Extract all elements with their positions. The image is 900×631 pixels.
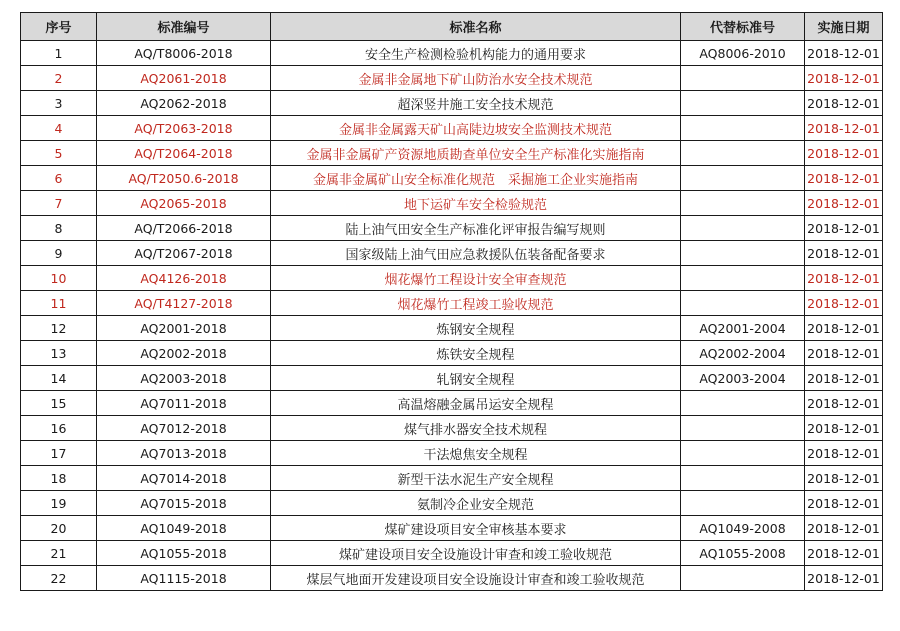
cell-serial-no: 1 [21, 41, 97, 66]
cell-serial-no: 22 [21, 566, 97, 591]
standards-table-container [20, 12, 883, 591]
cell-replaced-standard: AQ2003-2004 [681, 366, 805, 391]
cell-effective-date: 2018-12-01 [805, 391, 883, 416]
cell-standard-name: 干法熄焦安全规程 [271, 441, 681, 466]
cell-replaced-standard [681, 291, 805, 316]
cell-standard-name: 新型干法水泥生产安全规程 [271, 466, 681, 491]
cell-effective-date: 2018-12-01 [805, 116, 883, 141]
cell-replaced-standard [681, 216, 805, 241]
cell-replaced-standard [681, 166, 805, 191]
cell-replaced-standard: AQ1049-2008 [681, 516, 805, 541]
cell-standard-code: AQ2061-2018 [97, 66, 271, 91]
cell-standard-code: AQ/T2066-2018 [97, 216, 271, 241]
cell-replaced-standard: AQ2001-2004 [681, 316, 805, 341]
cell-serial-no: 6 [21, 166, 97, 191]
table-row [21, 291, 883, 316]
cell-replaced-standard [681, 116, 805, 141]
cell-standard-code: AQ7015-2018 [97, 491, 271, 516]
table-row [21, 116, 883, 141]
cell-standard-name: 氨制冷企业安全规范 [271, 491, 681, 516]
cell-effective-date: 2018-12-01 [805, 366, 883, 391]
table-row [21, 216, 883, 241]
cell-serial-no: 8 [21, 216, 97, 241]
cell-serial-no: 14 [21, 366, 97, 391]
cell-standard-name: 金属非金属露天矿山高陡边坡安全监测技术规范 [271, 116, 681, 141]
cell-standard-code: AQ/T2050.6-2018 [97, 166, 271, 191]
cell-standard-name: 超深竖井施工安全技术规范 [271, 91, 681, 116]
cell-replaced-standard [681, 191, 805, 216]
cell-serial-no: 9 [21, 241, 97, 266]
cell-standard-name: 煤层气地面开发建设项目安全设施设计审查和竣工验收规范 [271, 566, 681, 591]
cell-serial-no: 10 [21, 266, 97, 291]
cell-serial-no: 16 [21, 416, 97, 441]
cell-serial-no: 18 [21, 466, 97, 491]
cell-standard-code: AQ7012-2018 [97, 416, 271, 441]
cell-effective-date: 2018-12-01 [805, 91, 883, 116]
cell-effective-date: 2018-12-01 [805, 416, 883, 441]
table-row [21, 91, 883, 116]
cell-replaced-standard [681, 66, 805, 91]
cell-standard-code: AQ4126-2018 [97, 266, 271, 291]
cell-replaced-standard [681, 416, 805, 441]
cell-standard-code: AQ2065-2018 [97, 191, 271, 216]
table-body [21, 41, 883, 591]
cell-standard-name: 轧钢安全规程 [271, 366, 681, 391]
cell-effective-date: 2018-12-01 [805, 341, 883, 366]
cell-effective-date: 2018-12-01 [805, 541, 883, 566]
header-effective-date: 实施日期 [805, 13, 883, 41]
cell-replaced-standard [681, 91, 805, 116]
cell-serial-no: 2 [21, 66, 97, 91]
cell-effective-date: 2018-12-01 [805, 466, 883, 491]
header-serial-no: 序号 [21, 13, 97, 41]
cell-serial-no: 21 [21, 541, 97, 566]
table-row [21, 541, 883, 566]
cell-replaced-standard [681, 266, 805, 291]
cell-serial-no: 12 [21, 316, 97, 341]
cell-standard-name: 煤矿建设项目安全审核基本要求 [271, 516, 681, 541]
header-standard-code: 标准编号 [97, 13, 271, 41]
cell-effective-date: 2018-12-01 [805, 191, 883, 216]
cell-standard-name: 煤矿建设项目安全设施设计审查和竣工验收规范 [271, 541, 681, 566]
table-row [21, 41, 883, 66]
cell-standard-name: 烟花爆竹工程竣工验收规范 [271, 291, 681, 316]
cell-effective-date: 2018-12-01 [805, 66, 883, 91]
cell-standard-name: 陆上油气田安全生产标准化评审报告编写规则 [271, 216, 681, 241]
cell-effective-date: 2018-12-01 [805, 566, 883, 591]
cell-replaced-standard [681, 466, 805, 491]
table-row [21, 566, 883, 591]
cell-effective-date: 2018-12-01 [805, 166, 883, 191]
cell-standard-code: AQ/T2064-2018 [97, 141, 271, 166]
table-row [21, 366, 883, 391]
cell-effective-date: 2018-12-01 [805, 216, 883, 241]
cell-standard-code: AQ/T2063-2018 [97, 116, 271, 141]
cell-standard-code: AQ/T4127-2018 [97, 291, 271, 316]
cell-serial-no: 11 [21, 291, 97, 316]
cell-serial-no: 15 [21, 391, 97, 416]
cell-standard-name: 高温熔融金属吊运安全规程 [271, 391, 681, 416]
cell-standard-name: 安全生产检测检验机构能力的通用要求 [271, 41, 681, 66]
cell-effective-date: 2018-12-01 [805, 241, 883, 266]
cell-standard-code: AQ/T8006-2018 [97, 41, 271, 66]
cell-serial-no: 7 [21, 191, 97, 216]
cell-standard-name: 金属非金属矿产资源地质勘查单位安全生产标准化实施指南 [271, 141, 681, 166]
cell-serial-no: 5 [21, 141, 97, 166]
cell-standard-code: AQ2001-2018 [97, 316, 271, 341]
table-row [21, 266, 883, 291]
cell-replaced-standard [681, 241, 805, 266]
cell-replaced-standard [681, 391, 805, 416]
cell-standard-code: AQ7013-2018 [97, 441, 271, 466]
cell-standard-name: 炼钢安全规程 [271, 316, 681, 341]
cell-standard-name: 烟花爆竹工程设计安全审查规范 [271, 266, 681, 291]
cell-standard-code: AQ1049-2018 [97, 516, 271, 541]
cell-standard-code: AQ2003-2018 [97, 366, 271, 391]
cell-serial-no: 4 [21, 116, 97, 141]
table-row [21, 166, 883, 191]
cell-serial-no: 17 [21, 441, 97, 466]
cell-effective-date: 2018-12-01 [805, 41, 883, 66]
cell-standard-code: AQ1115-2018 [97, 566, 271, 591]
table-row [21, 441, 883, 466]
cell-standard-code: AQ7014-2018 [97, 466, 271, 491]
table-row [21, 416, 883, 441]
cell-effective-date: 2018-12-01 [805, 441, 883, 466]
table-row [21, 341, 883, 366]
standards-table [20, 12, 883, 591]
cell-standard-name: 金属非金属矿山安全标准化规范 采掘施工企业实施指南 [271, 166, 681, 191]
cell-replaced-standard: AQ1055-2008 [681, 541, 805, 566]
table-row [21, 141, 883, 166]
cell-replaced-standard: AQ2002-2004 [681, 341, 805, 366]
table-row [21, 66, 883, 91]
cell-serial-no: 13 [21, 341, 97, 366]
cell-replaced-standard [681, 566, 805, 591]
cell-replaced-standard [681, 141, 805, 166]
cell-effective-date: 2018-12-01 [805, 316, 883, 341]
table-row [21, 241, 883, 266]
cell-effective-date: 2018-12-01 [805, 266, 883, 291]
cell-effective-date: 2018-12-01 [805, 491, 883, 516]
header-standard-name: 标准名称 [271, 13, 681, 41]
cell-standard-code: AQ2002-2018 [97, 341, 271, 366]
table-row [21, 491, 883, 516]
cell-standard-name: 国家级陆上油气田应急救援队伍装备配备要求 [271, 241, 681, 266]
cell-standard-name: 金属非金属地下矿山防治水安全技术规范 [271, 66, 681, 91]
cell-serial-no: 3 [21, 91, 97, 116]
table-header [21, 13, 883, 41]
table-row [21, 516, 883, 541]
cell-effective-date: 2018-12-01 [805, 141, 883, 166]
table-row [21, 191, 883, 216]
cell-serial-no: 20 [21, 516, 97, 541]
cell-effective-date: 2018-12-01 [805, 291, 883, 316]
cell-standard-name: 炼铁安全规程 [271, 341, 681, 366]
cell-standard-code: AQ/T2067-2018 [97, 241, 271, 266]
cell-standard-code: AQ7011-2018 [97, 391, 271, 416]
table-row [21, 316, 883, 341]
table-row [21, 466, 883, 491]
cell-effective-date: 2018-12-01 [805, 516, 883, 541]
cell-replaced-standard: AQ8006-2010 [681, 41, 805, 66]
cell-standard-code: AQ2062-2018 [97, 91, 271, 116]
cell-serial-no: 19 [21, 491, 97, 516]
cell-replaced-standard [681, 441, 805, 466]
table-row [21, 391, 883, 416]
cell-standard-name: 煤气排水器安全技术规程 [271, 416, 681, 441]
cell-replaced-standard [681, 491, 805, 516]
cell-standard-name: 地下运矿车安全检验规范 [271, 191, 681, 216]
header-row [21, 13, 883, 41]
header-replaced-standard: 代替标准号 [681, 13, 805, 41]
cell-standard-code: AQ1055-2018 [97, 541, 271, 566]
